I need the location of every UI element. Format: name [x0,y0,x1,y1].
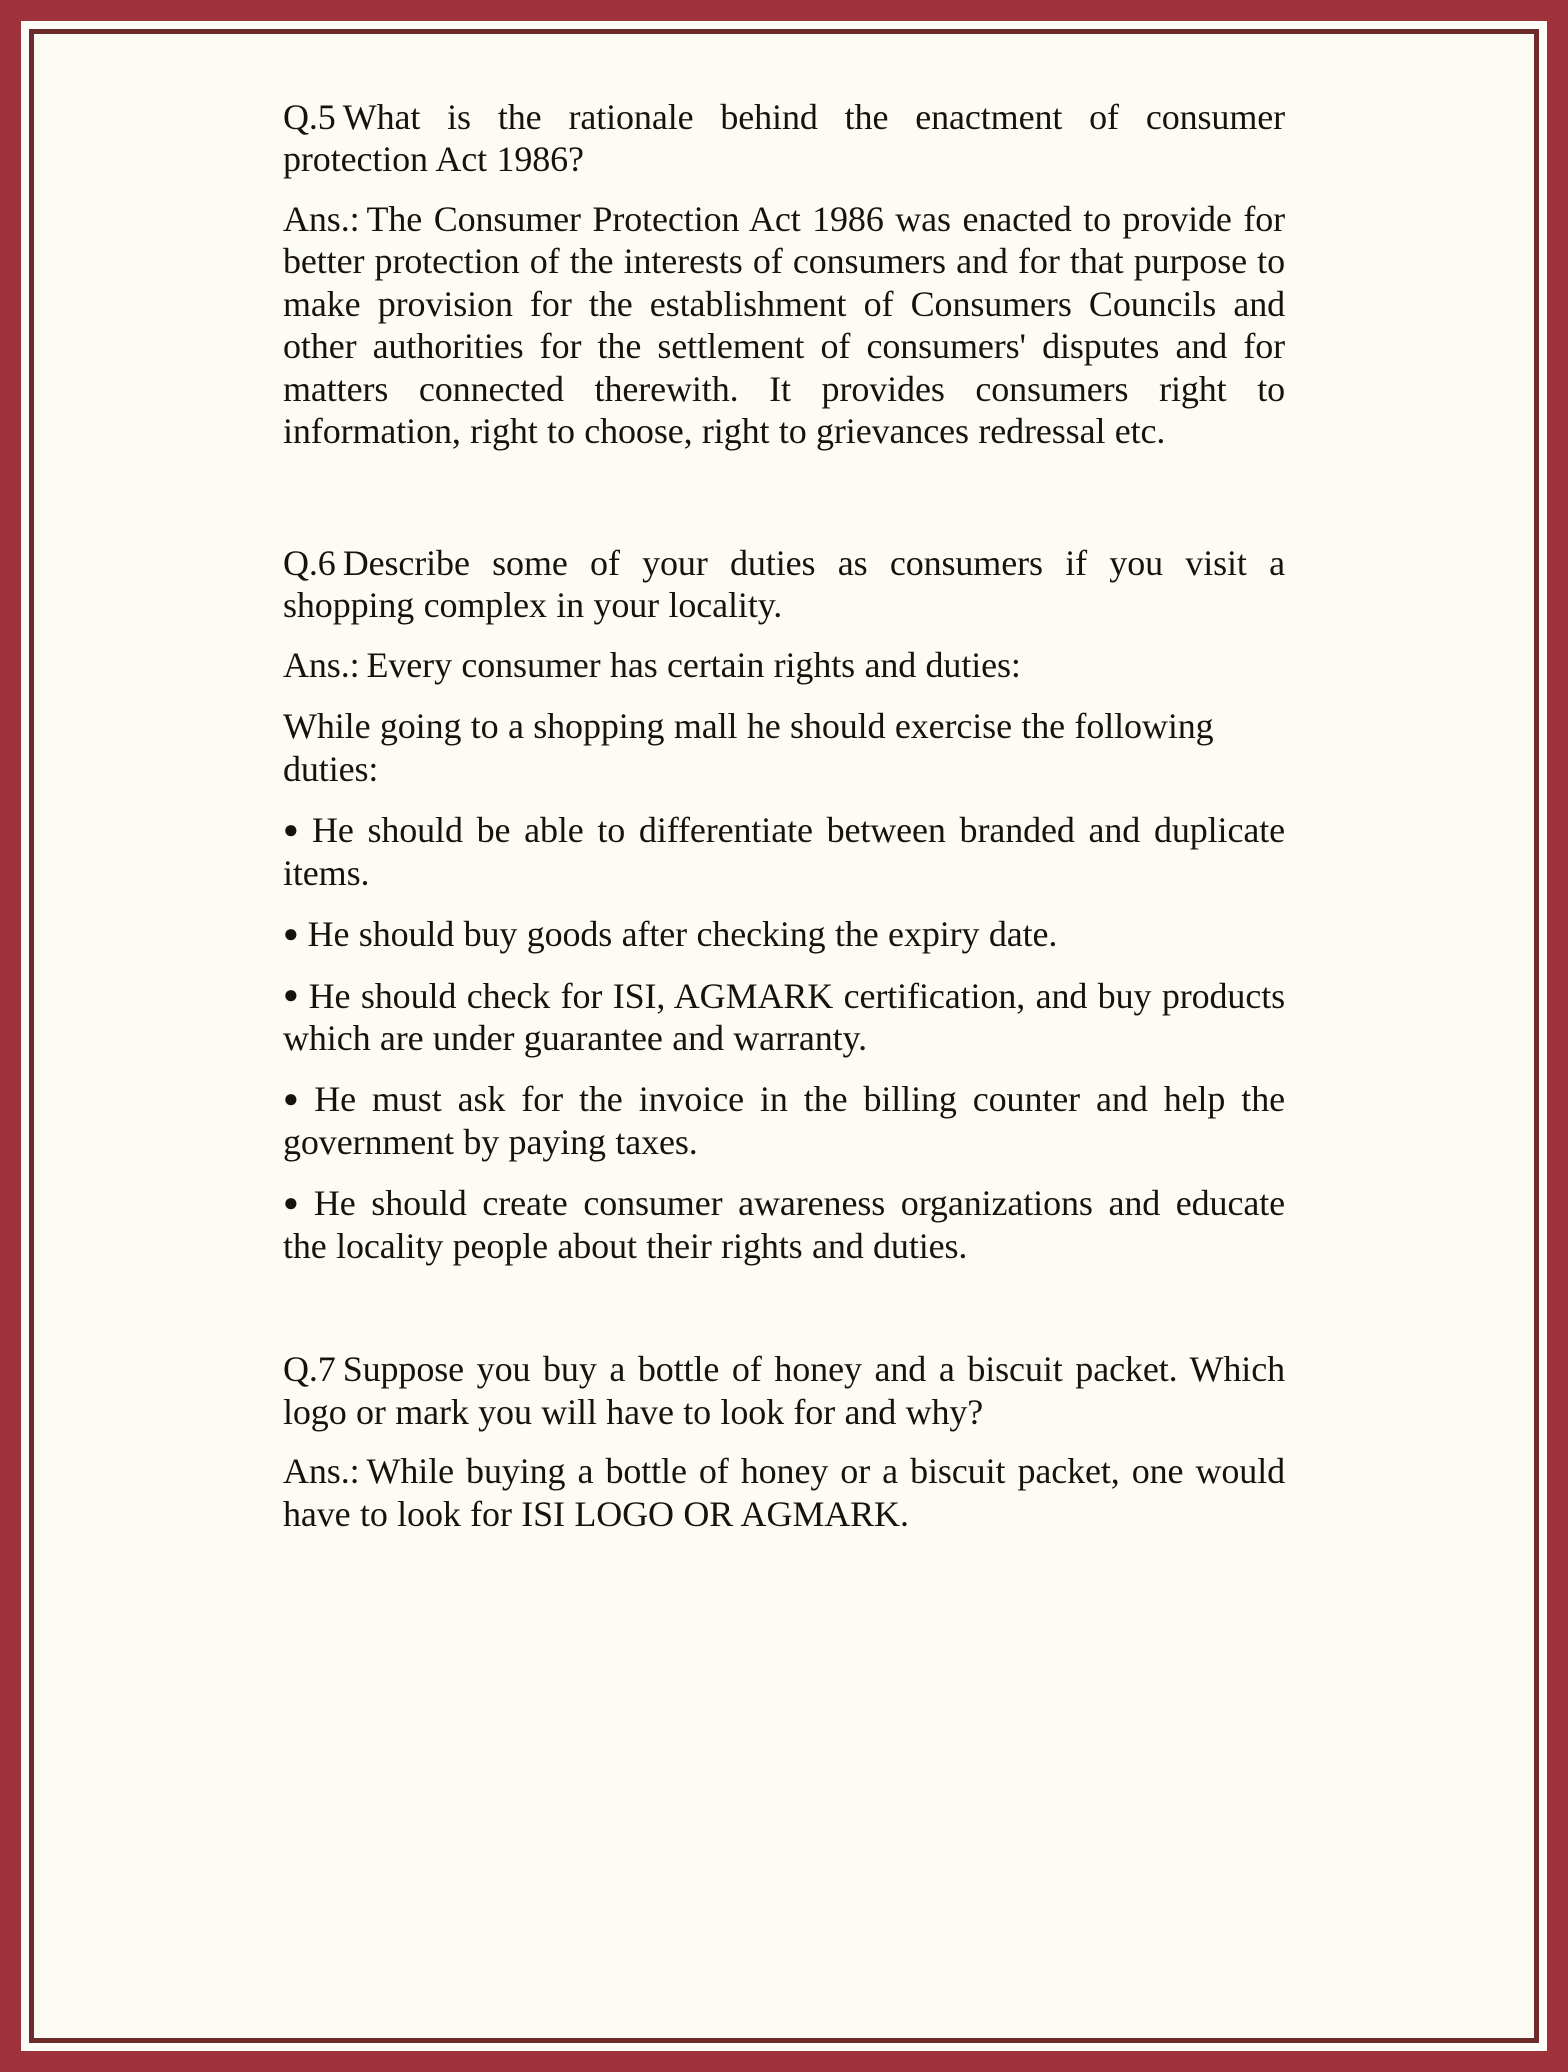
list-item-text: He should create consumer awareness organizations and educate the locality people about their rights and duties. [283,1183,1285,1266]
list-item [283,1182,1285,1267]
question-7 [283,1348,1285,1433]
answer-5-label: Ans.: [283,198,360,239]
answer-6-label: Ans.: [283,644,360,685]
answer-6-intro [283,644,1285,686]
bullet-dot-icon: ● [283,980,300,1010]
list-item [283,975,1285,1060]
document-content [283,96,1285,1535]
question-5-label: Q.5 [283,97,336,137]
question-6-text: Describe some of your duties as consumers if you visit a shopping complex in your locality. [283,542,1285,626]
list-item [283,809,1285,894]
list-item-text: He should buy goods after checking the expiry date. [307,914,1058,955]
list-item-text: He must ask for the invoice in the billing counter and help the government by paying taxes. [283,1079,1285,1162]
bullet-dot-icon: ● [283,1084,306,1114]
question-5 [283,96,1285,181]
answer-6-lead-in: While going to a shopping mall he should exercise the following duties: [283,706,1214,789]
list-item [283,913,1285,955]
bullet-dot-icon: ● [283,918,299,948]
list-item [283,1078,1285,1163]
answer-7-text: While buying a bottle of honey or a biscuit packet, one would have to look for ISI LOGO OR AGMARK. [283,1451,1285,1534]
section-spacer [283,1286,1285,1348]
question-6 [283,542,1285,627]
answer-7-label: Ans.: [283,1451,360,1492]
answer-5 [283,198,1285,453]
answer-6-intro-text: Every consumer has certain rights and duties: [366,644,1021,685]
frame-inner-rule [29,29,1539,2043]
bullet-dot-icon: ● [283,1188,305,1218]
answer-5-text: The Consumer Protection Act 1986 was enacted to provide for better protection of the interests of consumers and for that purpose to make provision for the establishment of Consumers Councils and other authorities for the settlement of consumers' disputes and for matters connected therewith. It provides consumers right to information, right to choose, right to grievances redressal etc. [283,198,1285,452]
document-page [34,34,1534,2038]
question-5-text: What is the rationale behind the enactment of consumer protection Act 1986? [283,97,1285,180]
section-spacer [283,472,1285,542]
answer-7 [283,1450,1285,1535]
frame-inner-gap [21,21,1547,2051]
list-item-text: He should check for ISI, AGMARK certification, and buy products which are under guarantee and warranty. [283,975,1286,1058]
question-7-text: Suppose you buy a bottle of honey and a biscuit packet. Which logo or mark you will have to look for and why? [283,1349,1285,1432]
bullet-dot-icon: ● [283,814,303,844]
question-6-label: Q.6 [283,542,336,583]
list-item-text: He should be able to differentiate between branded and duplicate items. [283,810,1285,893]
question-7-label: Q.7 [283,1349,336,1390]
